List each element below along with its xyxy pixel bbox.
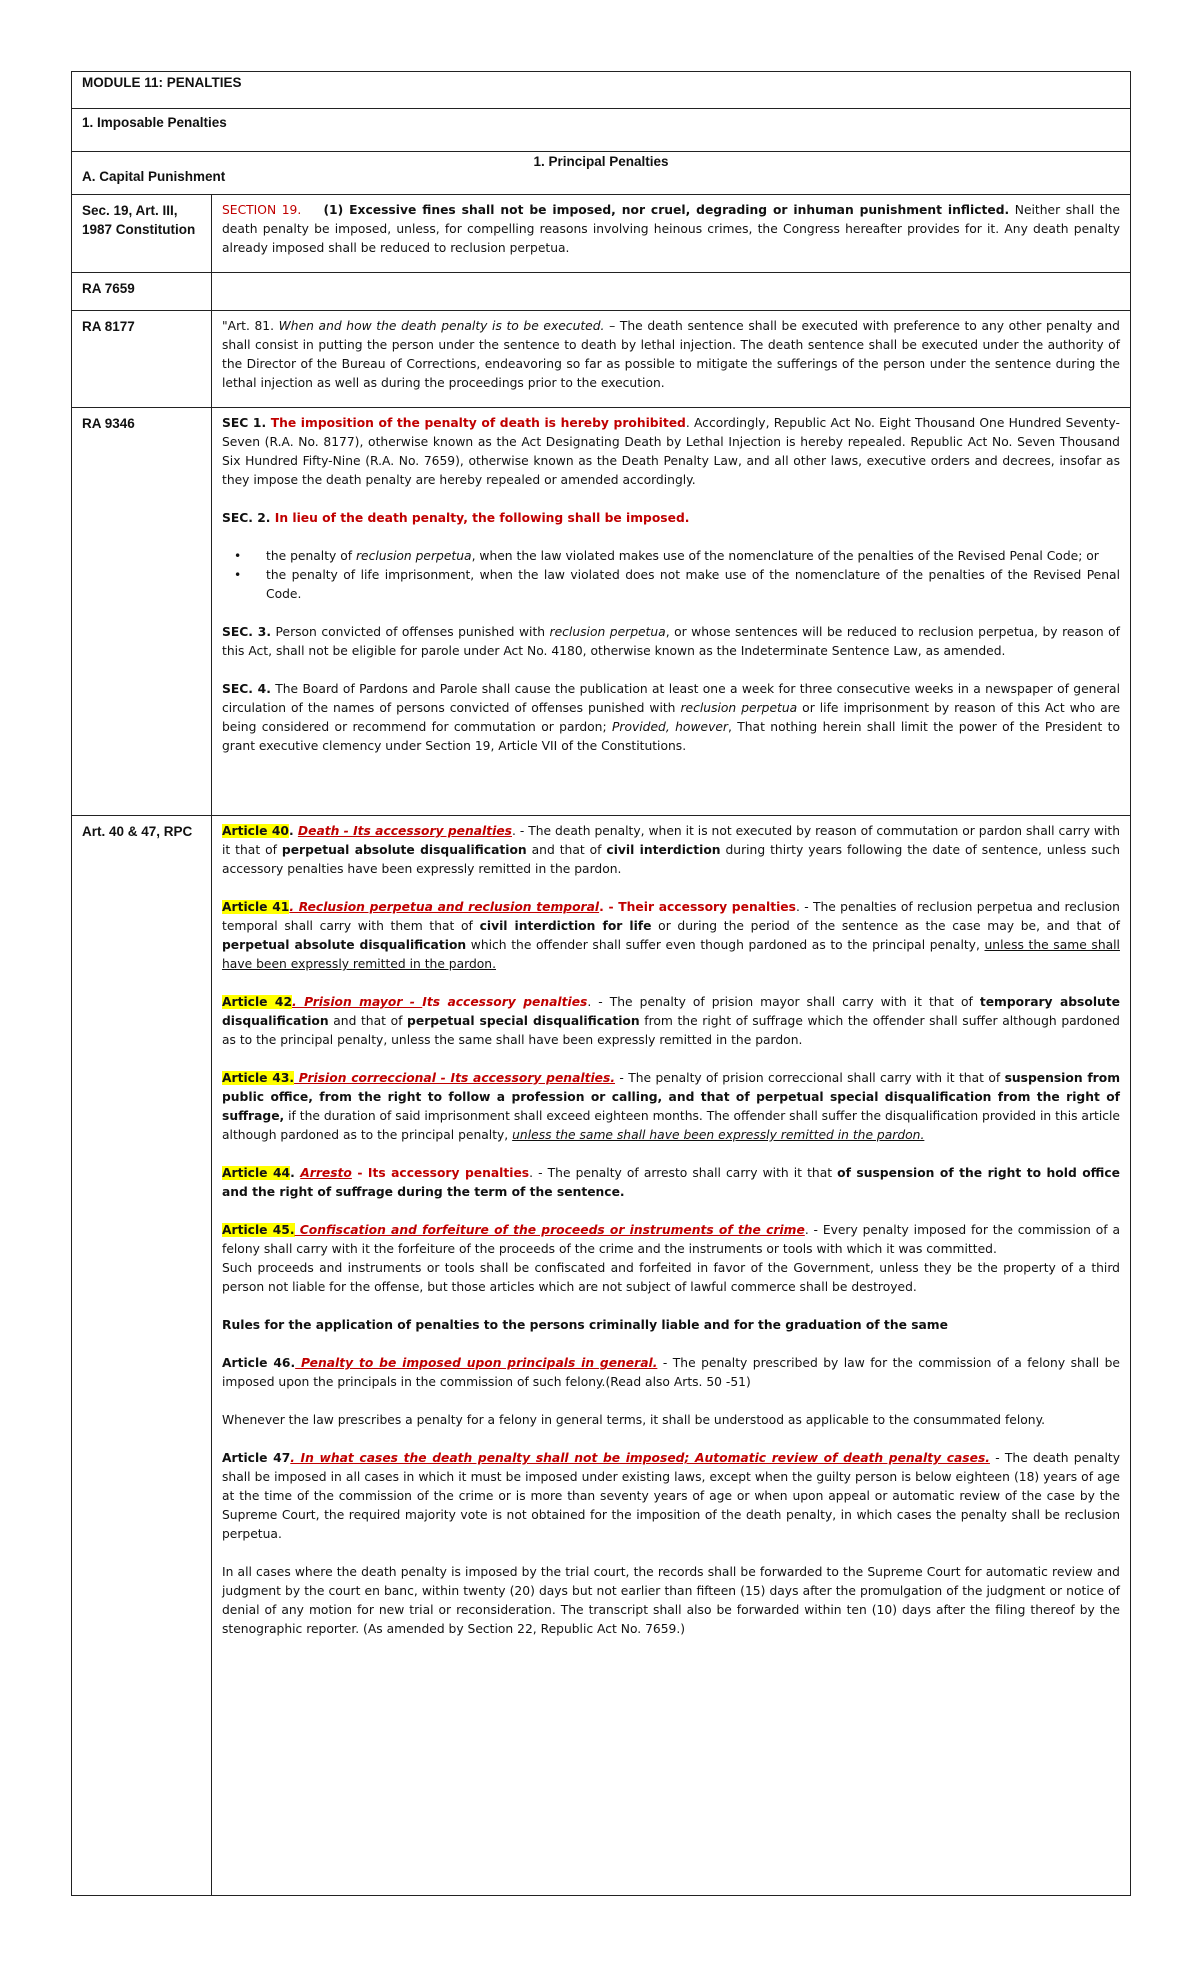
row-ra9346: [72, 408, 1131, 816]
bold-text: perpetual special disqualification: [407, 1014, 640, 1028]
sec4-italic: Provided, however: [611, 720, 728, 734]
bullet-icon: •: [234, 549, 242, 563]
article-title: When and how the death penalty is to be executed.: [278, 319, 605, 333]
row-label-sec19: [72, 195, 212, 273]
body-text: which the offender shall suffer even though pardoned as to the principal penalty,: [466, 938, 985, 952]
row-content-ra7659: [212, 273, 1131, 311]
label-line: 1987 Constitution: [82, 222, 196, 237]
row-label-ra7659: RA 7659: [72, 273, 212, 311]
sec2-red: In lieu of the death penalty, the following shall be imposed.: [274, 511, 690, 525]
article-45-title: Confiscation and forfeiture of the proceeds or instruments of the crime: [294, 1223, 805, 1237]
body-text: . - Every penalty imposed for the commission of a felony shall carry with it the forfeiture of the proceeds of the crime and the instruments or tools with which it was committed.: [222, 1223, 1120, 1256]
sec4-text: The Board of Pardons and Parole shall cause the publication at least one a week for three consecutive weeks in a newspaper of general circulation of the names of persons convicted of offenses punished with: [222, 682, 1121, 715]
article-42-title: . Prision mayor -: [292, 995, 423, 1009]
body-text: or during the period of the sentence as the case may be, and that of: [651, 919, 1120, 933]
sec3-head: SEC. 3.: [222, 625, 272, 639]
article-41-red: . - Their accessory penalties: [599, 900, 796, 914]
article-46: [222, 1354, 1120, 1392]
article-40-title: Death - Its accessory penalties: [297, 824, 512, 838]
article-44-red: - Its accessory penalties: [351, 1166, 530, 1180]
article-42-title2: Its accessory penalties: [422, 995, 588, 1009]
sec1-red: The imposition of the penalty of death is hereby prohibited: [270, 416, 686, 430]
row-label-ra8177: RA 8177: [72, 311, 212, 408]
article-43: [222, 1069, 1120, 1145]
row-content-ra9346: [212, 408, 1131, 816]
body-text: and that of: [526, 843, 607, 857]
article-42: [222, 993, 1120, 1050]
sec3-text: Person convicted of offenses punished with: [271, 625, 550, 639]
row-sec19: [72, 195, 1131, 273]
sec4-italic: reclusion perpetua: [680, 701, 798, 715]
body-text: if the duration of said imprisonment shall exceed eighteen months. The offender shall suffer the disqualification provided in this article although pardoned as to the principal penalty,: [222, 1109, 1120, 1142]
bold-text: civil interdiction for life: [479, 919, 652, 933]
sec4-text: or life imprisonment by reason of this Act who are being considered or recommend for commutation or pardon;: [222, 701, 1121, 734]
module-title-row: [72, 72, 1131, 109]
list-item: [222, 547, 1120, 566]
article-45: [222, 1221, 1120, 1297]
bold-text: suspension from public office, from the right to follow a profession or calling, and that of perpetual special disqualification from the right of suffrage,: [222, 1071, 1121, 1123]
body-text: - The death penalty shall be imposed in all cases in which it must be imposed under existing laws, except when the guilty person is below eighteen (18) years of age at the time of the commission of the crime or is more than seventy years of age or when upon appeal or automatic review of the case by the Supreme Court, the required majority vote is not obtained for the imposition of the death penalty, in which cases the penalty shall be reclusion perpetua.: [222, 1451, 1120, 1541]
sec3-paragraph: [222, 623, 1120, 661]
list-text: , when the law violated makes use of the nomenclature of the penalties of the Revised Penal Code; or: [471, 549, 1099, 563]
sec1-text: . Accordingly, Republic Act No. Eight Thousand One Hundred Seventy-Seven (R.A. No. 8177), otherwise known as the Act Designating Death by Lethal Injection is hereby repealed. Republic Act No. Seven Thousand Six Hundred Fifty-Nine (R.A. No. 7659), otherwise known as the Death Penalty Law, and all other laws, executive orders and decrees, insofar as they impose the death penalty are hereby repealed or amended accordingly.: [222, 416, 1120, 487]
row-content-rpc: [212, 816, 1131, 1896]
bold-text: temporary absolute disqualification: [222, 995, 1121, 1028]
article-46-head: Article 46.: [222, 1356, 296, 1370]
body-text: from the right of suffrage which the offender shall suffer although pardoned as to the principal penalty, unless the same shall have been expressly remitted in the pardon.: [222, 1014, 1120, 1047]
sec4-paragraph: [222, 680, 1120, 756]
article-43-title: Prision correccional - Its accessory penalties.: [294, 1071, 616, 1085]
bullet-icon: •: [234, 568, 242, 582]
sec1-paragraph: [222, 414, 1120, 490]
article-47-title: . In what cases the death penalty shall not be imposed; Automatic review of death penalty cases.: [290, 1451, 990, 1465]
punct: .: [290, 1166, 301, 1180]
article-47: [222, 1449, 1120, 1544]
sec2-head: SEC. 2.: [222, 511, 275, 525]
sec4-head: SEC. 4.: [222, 682, 271, 696]
body-text: – The death sentence shall be executed with preference to any other penalty and shall consist in putting the person under the sentence to death by lethal injection. The death sentence shall be executed under the authority of the Director of the Bureau of Corrections, endeavoring so far as possible to mitigate the sufferings of the person under the sentence during the lethal injection as well as during the proceedings prior to the execution.: [222, 319, 1120, 390]
article-41: [222, 898, 1120, 974]
row-ra7659: [72, 273, 1131, 311]
module-title: MODULE 11: PENALTIES: [72, 72, 1131, 109]
label-line: Sec. 19, Art. III,: [82, 203, 178, 218]
row-label-ra9346: RA 9346: [72, 408, 212, 816]
row-rpc: [72, 816, 1131, 1896]
article-44-title: Arresto: [300, 1166, 352, 1180]
section-heading: SECTION 19.: [222, 203, 302, 217]
underlined-text: unless the same shall have been expressly remitted in the pardon.: [222, 938, 1120, 971]
body-text: - The penalty of prision correccional shall carry with it that of: [615, 1071, 1005, 1085]
article-44: [222, 1164, 1120, 1202]
body-text: . - The death penalty, when it is not executed by reason of commutation or pardon shall carry with it that of: [222, 824, 1120, 857]
body-text: - The penalty prescribed by law for the commission of a felony shall be imposed upon the principals in the commission of such felony.(Read also Arts. 50 -51): [222, 1356, 1120, 1389]
rules-heading: Rules for the application of penalties to the persons criminally liable and for the graduation of the same: [222, 1318, 948, 1332]
body-text: . - The penalties of reclusion perpetua and reclusion temporal shall carry with them that of: [222, 900, 1120, 933]
bold-text: of suspension of the right to hold office and the right of suffrage during the term of the sentence.: [222, 1166, 1120, 1199]
body-text: and that of: [328, 1014, 408, 1028]
bold-text: civil interdiction: [606, 843, 721, 857]
underlined-text: unless the same shall have been expressly remitted in the pardon.: [512, 1128, 925, 1142]
sec4-text: , That nothing herein shall limit the power of the President to grant executive clemency under Section 19, Article VII of the Constitutions.: [222, 720, 1120, 753]
sec1-head: SEC 1.: [222, 416, 271, 430]
article-41-head: Article 41: [222, 900, 290, 914]
body-text: Neither shall the death penalty be imposed, unless, for compelling reasons involving heinous crimes, the Congress hereafter provides for it. Any death penalty already imposed shall be reduced to reclusion perpetua.: [222, 203, 1120, 255]
category-title: A. Capital Punishment: [82, 169, 226, 184]
sec3-text: , or whose sentences will be reduced to reclusion perpetua, by reason of this Act, shall not be eligible for parole under Act No. 4180, otherwise known as the Indeterminate Sentence Law, as amended.: [222, 625, 1121, 658]
article-prefix: "Art. 81.: [222, 319, 279, 333]
penalties-table: [71, 71, 1131, 1896]
article-40: [222, 822, 1120, 879]
sec3-italic: reclusion perpetua: [549, 625, 666, 639]
punct: .: [288, 824, 298, 838]
penalty-list: [222, 547, 1120, 604]
bold-text: perpetual absolute disqualification: [222, 938, 467, 952]
article-42-head: Article 42: [222, 995, 293, 1009]
row-content-ra8177: [212, 311, 1131, 408]
bold-text: perpetual absolute disqualification: [281, 843, 527, 857]
article-41-title: . Reclusion perpetua and reclusion temporal: [289, 900, 600, 914]
article-44-head: Article 44: [222, 1166, 291, 1180]
list-text: the penalty of life imprisonment, when the law violated does not make use of the nomenclature of the penalties of the Revised Penal Code.: [266, 568, 1120, 601]
row-content-sec19: [212, 195, 1131, 273]
sec2-paragraph: [222, 509, 1120, 528]
article-46-title: Penalty to be imposed upon principals in general.: [295, 1356, 658, 1370]
list-item: [222, 566, 1120, 604]
article-46-note: Whenever the law prescribes a penalty for a felony in general terms, it shall be understood as applicable to the consummated felony.: [222, 1413, 1046, 1427]
document-page: [71, 71, 1131, 1896]
section-title-row: [72, 109, 1131, 152]
article-47-head: Article 47: [222, 1451, 291, 1465]
row-label-rpc: Art. 40 & 47, RPC: [72, 816, 212, 1896]
body-text: . - The penalty of arresto shall carry with it that: [529, 1166, 838, 1180]
row-ra8177: [72, 311, 1131, 408]
body-text: Such proceeds and instruments or tools shall be confiscated and forfeited in favor of the Government, unless they be the property of a third person not liable for the offense, but those articles which are not subject of lawful commerce shall be destroyed.: [222, 1261, 1120, 1294]
article-45-head: Article 45.: [222, 1223, 295, 1237]
bold-text: (1) Excessive fines shall not be imposed, nor cruel, degrading or inhuman punishment inflicted.: [323, 203, 1010, 217]
list-italic: reclusion perpetua: [355, 549, 472, 563]
body-text: . - The penalty of prision mayor shall carry with it that of: [587, 995, 980, 1009]
subsection-row: [72, 152, 1131, 195]
article-40-head: Article 40: [222, 824, 289, 838]
body-text: during thirty years following the date of sentence, unless such accessory penalties have been expressly remitted in the pardon.: [222, 843, 1120, 876]
list-text: the penalty of: [266, 549, 356, 563]
article-43-head: Article 43.: [222, 1071, 295, 1085]
section-title: 1. Imposable Penalties: [72, 109, 1131, 152]
subsection-title: 1. Principal Penalties: [533, 154, 669, 169]
article-47-review: In all cases where the death penalty is imposed by the trial court, the records shall be forwarded to the Supreme Court for automatic review and judgment by the court en banc, within twenty (20) days but not earlier than fifteen (15) days after the promulgation of the judgment or notice of denial of any motion for new trial or reconsideration. The transcript shall also be forwarded within ten (10) days after the filing thereof by the stenographic reporter. (As amended by Section 22, Republic Act No. 7659.): [222, 1565, 1120, 1636]
